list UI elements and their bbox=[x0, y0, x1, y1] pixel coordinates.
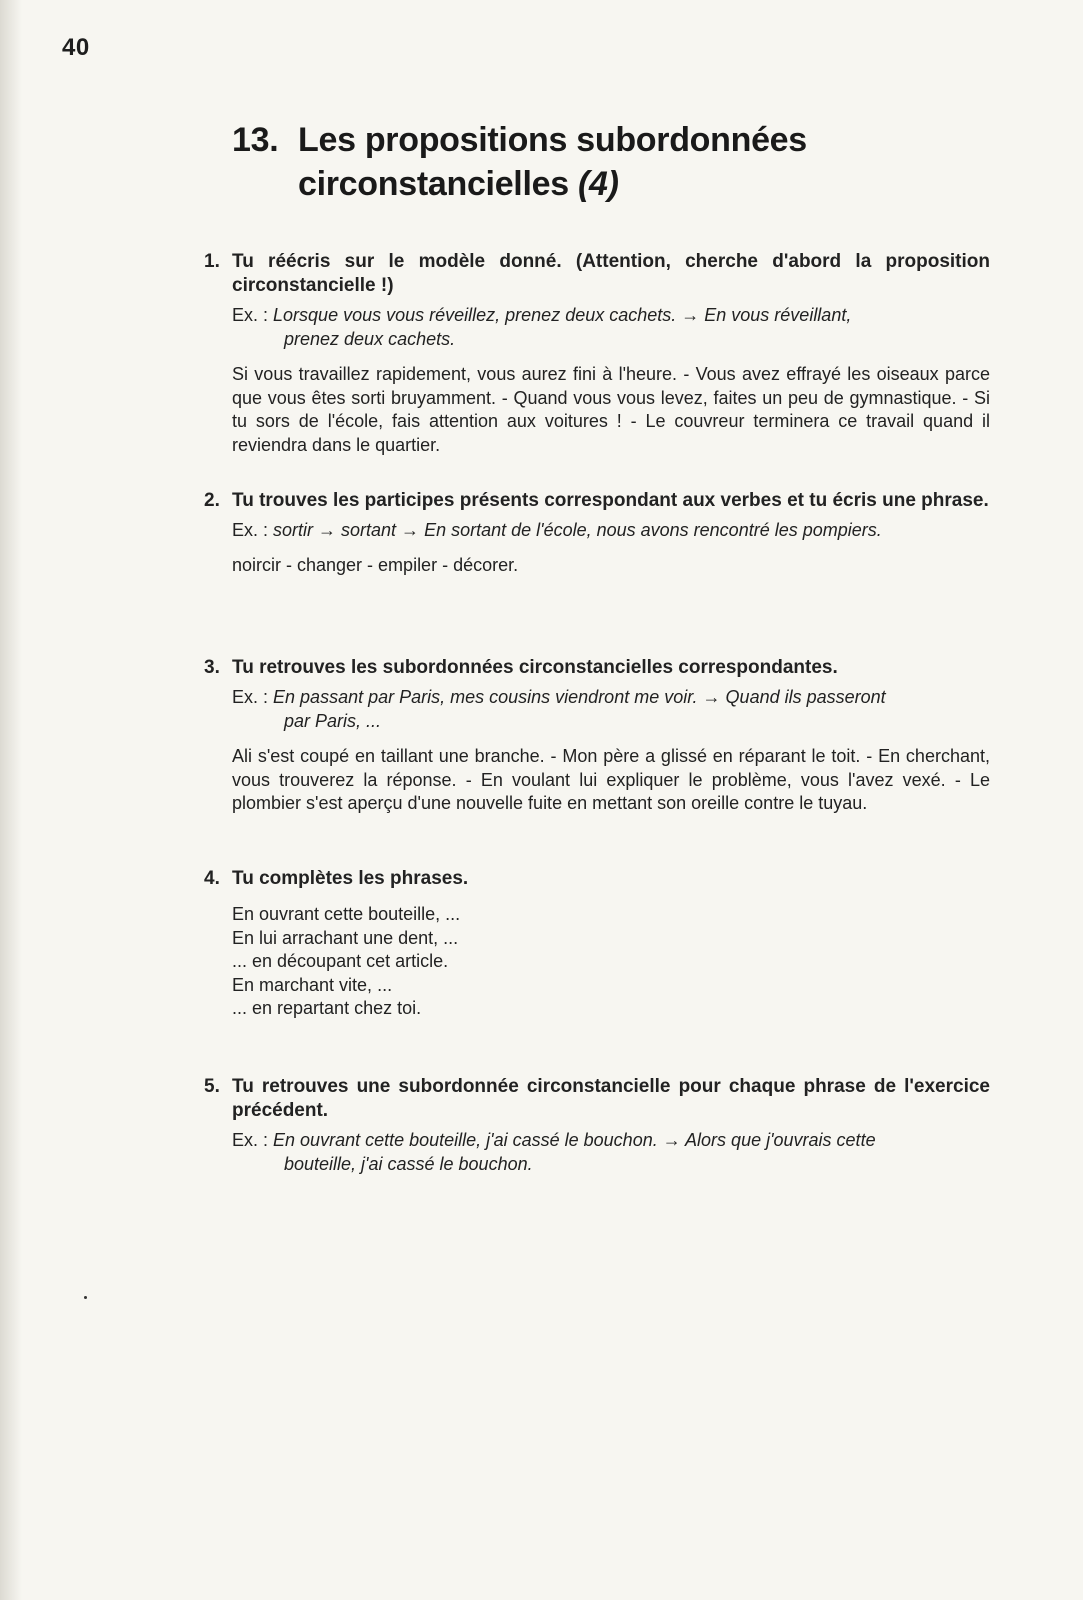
exercise-number: 5. bbox=[204, 1076, 220, 1097]
example-prefix: Ex. : bbox=[232, 1130, 269, 1150]
instruction-text: Tu complètes les phrases. bbox=[232, 868, 469, 889]
page-title bbox=[232, 118, 1012, 206]
example bbox=[232, 518, 990, 542]
example-line-1: En passant par Paris, mes cousins viendront me voir. → Quand ils passeront bbox=[273, 687, 886, 707]
example bbox=[232, 1128, 990, 1176]
title-part-number: (4) bbox=[577, 165, 619, 203]
list-item: En marchant vite, ... bbox=[232, 974, 393, 995]
list-item: ... en repartant chez toi. bbox=[232, 998, 422, 1018]
exercise-instruction bbox=[204, 489, 990, 513]
example-line-1: En ouvrant cette bouteille, j'ai cassé le bouchon. → Alors que j'ouvrais cette bbox=[273, 1130, 876, 1150]
exercise-instruction bbox=[204, 867, 990, 891]
exercise-instruction bbox=[204, 250, 990, 298]
example-line-2: par Paris, ... bbox=[284, 711, 382, 731]
title-number: 13. bbox=[232, 121, 279, 159]
exercise-4 bbox=[204, 867, 990, 1021]
exercise-3 bbox=[204, 656, 990, 816]
exercise-number: 4. bbox=[204, 868, 220, 889]
title-line2-wrap bbox=[232, 162, 1012, 206]
exercise-number: 1. bbox=[204, 251, 220, 272]
list-item: ... en découpant cet article. bbox=[232, 951, 449, 971]
example-prefix: Ex. : bbox=[232, 687, 269, 707]
list-item: En lui arrachant une dent, ... bbox=[232, 927, 459, 948]
page-number: 40 bbox=[62, 34, 90, 61]
example bbox=[232, 303, 990, 351]
example-prefix: Ex. : bbox=[232, 305, 269, 325]
exercise-2 bbox=[204, 489, 990, 578]
instruction-text: Tu retrouves les subordonnées circonstancielles correspondantes. bbox=[232, 657, 838, 678]
exercise-5 bbox=[204, 1075, 990, 1176]
example-line-2: prenez deux cachets. bbox=[284, 329, 456, 349]
title-line2: circonstancielles bbox=[298, 165, 569, 203]
exercise-instruction bbox=[204, 656, 990, 680]
exercise-number: 3. bbox=[204, 657, 220, 678]
instruction-text: Tu trouves les participes présents correspondant aux verbes et tu écris une phrase. bbox=[232, 490, 989, 511]
exercise-number: 2. bbox=[204, 490, 220, 511]
page-gutter-shadow bbox=[0, 0, 22, 1600]
example-line-1: sortir → sortant → En sortant de l'école, nous avons rencontré les pompiers. bbox=[273, 520, 882, 540]
list-item: En ouvrant cette bouteille, ... bbox=[232, 904, 461, 924]
instruction-text: Tu réécris sur le modèle donné. (Attention, cherche d'abord la proposition circonstancielle !) bbox=[232, 251, 990, 296]
exercise-1 bbox=[204, 250, 990, 457]
instruction-text: Tu retrouves une subordonnée circonstancielle pour chaque phrase de l'exercice précédent. bbox=[232, 1076, 990, 1121]
title-line1: Les propositions subordonnées bbox=[298, 121, 807, 159]
example-prefix: Ex. : bbox=[232, 520, 269, 540]
example bbox=[232, 685, 990, 733]
exercise-text: Si vous travaillez rapidement, vous aurez fini à l'heure. - Vous avez effrayé les oiseaux parce que vous êtes sorti bruyamment. - Quand vous vous levez, faites un peu de gymnastique. - Si tu sors de l'école, fais attention aux voitures ! - Le couvreur terminera ce travail quand il reviendra dans le quartier. bbox=[232, 364, 990, 455]
sentence-list bbox=[232, 903, 990, 1021]
paper-speck bbox=[84, 1296, 87, 1299]
exercise-text: Ali s'est coupé en taillant une branche. - Mon père a glissé en réparant le toit. - En cherchant, vous trouverez la réponse. - En voulant lui expliquer le problème, vous l'avez vexé. - Le plombier s'est aperçu d'une nouvelle fuite en mettant son oreille contre le tuyau. bbox=[232, 746, 990, 813]
exercise-instruction bbox=[204, 1075, 990, 1123]
example-line-1: Lorsque vous vous réveillez, prenez deux cachets. → En vous réveillant, bbox=[273, 305, 852, 325]
exercise-text: noircir - changer - empiler - décorer. bbox=[232, 555, 519, 575]
example-line-2: bouteille, j'ai cassé le bouchon. bbox=[284, 1154, 533, 1174]
